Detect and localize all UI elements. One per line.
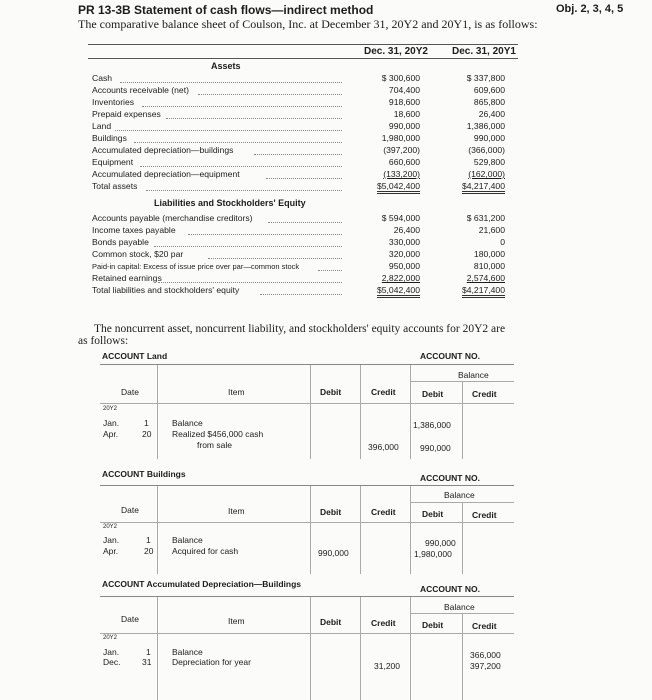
row-day: 20 xyxy=(144,546,154,556)
row-credit: 31,200 xyxy=(374,661,400,671)
asset-value-20y1: 529,800 xyxy=(473,157,505,167)
total-liabilities-label: Total liabilities and stockholders' equity xyxy=(92,285,240,295)
liability-value-20y1: 2,574,600 xyxy=(466,273,505,283)
balance-header: Balance xyxy=(458,370,489,380)
row-debit: 990,000 xyxy=(318,548,349,558)
row-bal-debit: 1,980,000 xyxy=(414,549,452,559)
row-day: 31 xyxy=(142,657,152,667)
row-day: 1 xyxy=(146,535,151,545)
asset-value-20y2: $ 300,600 xyxy=(381,73,420,83)
ledger-account-name: ACCOUNT Land xyxy=(102,351,168,361)
row-item: Balance xyxy=(172,535,203,545)
col-item: Item xyxy=(228,616,245,626)
ledger-year: 20Y2 xyxy=(103,406,118,412)
row-bal-debit: 990,000 xyxy=(420,443,451,453)
mid-text-line2: as follows: xyxy=(78,335,129,347)
row-month: Jan. xyxy=(103,418,120,428)
col-date: Date xyxy=(121,505,139,515)
row-day: 20 xyxy=(142,429,152,439)
liability-value-20y2: 26,400 xyxy=(393,225,420,235)
asset-value-20y2: 1,980,000 xyxy=(381,133,420,143)
ledger-account-name: ACCOUNT Accumulated Depreciation—Buildings xyxy=(102,579,301,589)
asset-value-20y2: 990,000 xyxy=(388,121,420,131)
row-bal-credit: 397,200 xyxy=(470,661,501,671)
col-header-20y1: Dec. 31, 20Y1 xyxy=(452,46,516,57)
col-bal-debit: Debit xyxy=(422,620,444,630)
col-bal-credit: Credit xyxy=(472,510,497,520)
asset-value-20y2: (133,200) xyxy=(383,169,420,179)
col-date: Date xyxy=(121,614,139,624)
liabilities-title: Liabilities and Stockholders' Equity xyxy=(154,198,306,208)
liability-value-20y2: 330,000 xyxy=(388,237,420,247)
col-debit: Debit xyxy=(320,617,342,627)
col-debit: Debit xyxy=(320,507,342,517)
row-item: Realized $456,000 cash xyxy=(172,429,264,439)
col-date: Date xyxy=(121,387,139,397)
asset-label: Land xyxy=(92,121,112,131)
ledger-account-no: ACCOUNT NO. xyxy=(420,473,480,483)
col-credit: Credit xyxy=(371,618,396,628)
asset-label: Equipment xyxy=(92,157,134,167)
col-bal-debit: Debit xyxy=(422,509,444,519)
asset-label: Buildings xyxy=(92,133,127,143)
ledger-year: 20Y2 xyxy=(103,635,118,641)
col-header-20y2: Dec. 31, 20Y2 xyxy=(364,46,428,57)
row-bal-credit: 366,000 xyxy=(470,650,501,660)
row-item: Balance xyxy=(172,418,203,428)
mid-text-line1: The noncurrent asset, noncurrent liability, and stockholders' equity accounts for 20Y2 are xyxy=(94,323,506,335)
row-day: 1 xyxy=(144,418,149,428)
liability-value-20y2: 320,000 xyxy=(388,249,420,259)
asset-value-20y1: 1,386,000 xyxy=(466,121,505,131)
col-bal-debit: Debit xyxy=(422,389,444,399)
total-assets-20y1: $4,217,400 xyxy=(462,181,505,194)
balance-header: Balance xyxy=(444,602,475,612)
liability-label: Common stock, $20 par xyxy=(92,249,184,259)
asset-label: Prepaid expenses xyxy=(92,109,161,119)
liability-label: Income taxes payable xyxy=(92,225,176,235)
liability-label: Bonds payable xyxy=(92,237,149,247)
intro-text: The comparative balance sheet of Coulson, Inc. at December 31, 20Y2 and 20Y1, is as follows: xyxy=(78,17,538,31)
asset-value-20y1: $ 337,800 xyxy=(466,73,505,83)
ledger-account-name: ACCOUNT Buildings xyxy=(102,469,186,479)
objectives-label: Obj. 2, 3, 4, 5 xyxy=(556,3,624,15)
row-month: Dec. xyxy=(103,657,121,667)
asset-label: Accumulated depreciation—buildings xyxy=(92,145,234,155)
liability-value-20y2: 2,822,000 xyxy=(381,273,420,283)
asset-value-20y2: 660,600 xyxy=(388,157,420,167)
ledger-account-no: ACCOUNT NO. xyxy=(420,351,480,361)
row-credit: 396,000 xyxy=(368,442,399,452)
liability-value-20y1: 21,600 xyxy=(478,225,505,235)
liability-value-20y2: $ 594,000 xyxy=(381,213,420,223)
row-bal-debit: 990,000 xyxy=(425,538,456,548)
asset-value-20y1: (162,000) xyxy=(468,169,505,179)
col-item: Item xyxy=(228,387,245,397)
assets-title: Assets xyxy=(211,61,241,71)
col-bal-credit: Credit xyxy=(472,389,497,399)
liability-value-20y1: 0 xyxy=(500,237,505,247)
asset-value-20y1: 990,000 xyxy=(473,133,505,143)
row-item: Balance xyxy=(172,647,203,657)
col-credit: Credit xyxy=(371,507,396,517)
liability-label: Accounts payable (merchandise creditors) xyxy=(92,213,253,223)
liability-value-20y2: 950,000 xyxy=(388,261,420,271)
col-credit: Credit xyxy=(371,387,396,397)
total-liab-20y1: $4,217,400 xyxy=(462,285,505,298)
col-debit: Debit xyxy=(320,387,342,397)
liability-label: Paid-in capital: Excess of issue price over par—common stock xyxy=(92,262,300,271)
row-item: Depreciation for year xyxy=(172,657,251,667)
asset-label: Accounts receivable (net) xyxy=(92,85,189,95)
asset-label: Cash xyxy=(92,73,113,83)
row-item-cont: from sale xyxy=(197,440,232,450)
row-item: Acquired for cash xyxy=(172,546,239,556)
col-bal-credit: Credit xyxy=(472,621,497,631)
asset-value-20y2: 704,400 xyxy=(388,85,420,95)
row-bal-debit: 1,386,000 xyxy=(413,420,451,430)
balance-header: Balance xyxy=(444,490,475,500)
row-month: Apr. xyxy=(103,546,119,556)
asset-value-20y2: (397,200) xyxy=(383,145,420,155)
asset-value-20y1: (366,000) xyxy=(468,145,505,155)
asset-value-20y1: 609,600 xyxy=(473,85,505,95)
col-item: Item xyxy=(228,506,245,516)
asset-label: Accumulated depreciation—equipment xyxy=(92,169,240,179)
asset-value-20y1: 26,400 xyxy=(478,109,505,119)
liability-label: Retained earnings xyxy=(92,273,162,283)
total-assets-label: Total assets xyxy=(92,181,138,191)
asset-value-20y2: 918,600 xyxy=(388,97,420,107)
row-month: Apr. xyxy=(103,429,119,439)
liability-value-20y1: 810,000 xyxy=(473,261,505,271)
liability-value-20y1: $ 631,200 xyxy=(466,213,505,223)
problem-title: PR 13-3B Statement of cash flows—indirect method xyxy=(78,3,374,17)
asset-value-20y2: 18,600 xyxy=(393,109,420,119)
row-month: Jan. xyxy=(103,535,120,545)
row-day: 1 xyxy=(146,647,151,657)
total-assets-20y2: $5,042,400 xyxy=(377,181,420,194)
liability-value-20y1: 180,000 xyxy=(473,249,505,259)
ledger-year: 20Y2 xyxy=(103,524,118,530)
asset-value-20y1: 865,800 xyxy=(473,97,505,107)
ledger-account-no: ACCOUNT NO. xyxy=(420,584,480,594)
row-month: Jan. xyxy=(103,647,120,657)
total-liab-20y2: $5,042,400 xyxy=(377,285,420,298)
asset-label: Inventories xyxy=(92,97,135,107)
